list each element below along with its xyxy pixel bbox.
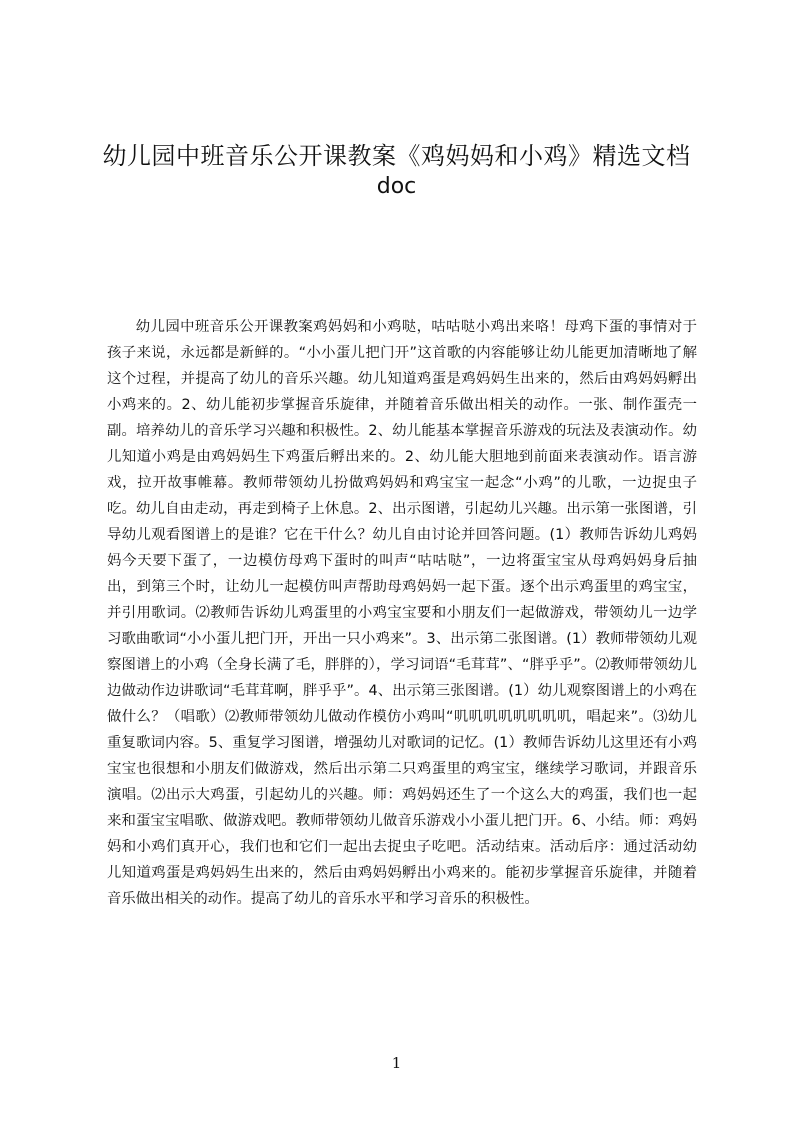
body-paragraph: 幼儿园中班音乐公开课教案鸡妈妈和小鸡哒，咕咕哒小鸡出来咯！母鸡下蛋的事情对于孩子来说，永远都是新鲜的。“小小蛋儿把门开”这首歌的内容能够让幼儿能更加清晰地了解这个过程，并提高了幼儿的音乐兴趣。幼儿知道鸡蛋是鸡妈妈生出来的，然后由鸡妈妈孵出小鸡来的。2、幼儿能初步掌握音乐旋律，并随着音乐做出相关的动作。一张、制作蛋壳一副。培养幼儿的音乐学习兴趣和积极性。2、幼儿能基本掌握音乐游戏的玩法及表演动作。幼儿知道小鸡是由鸡妈妈生下鸡蛋后孵出来的。2、幼儿能大胆地到前面来表演动作。语言游戏，拉开故事帷幕。教师带领幼儿扮做鸡妈妈和鸡宝宝一起念“小鸡”的儿歌，一边捉虫子吃。幼儿自由走动，再走到椅子上休息。2、出示图谱，引起幼儿兴趣。出示第一张图谱，引导幼儿观看图谱上的是谁？它在干什么？幼儿自由讨论并回答问题。(1）教师告诉幼儿鸡妈妈今天要下蛋了，一边模仿母鸡下蛋时的叫声“咕咕哒”，一边将蛋宝宝从母鸡妈妈身后抽出，到第三个时，让幼儿一起模仿叫声帮助母鸡妈妈一起下蛋。逐个出示鸡蛋里的鸡宝宝，并引用歌词。⑵教师告诉幼儿鸡蛋里的小鸡宝宝要和小朋友们一起做游戏，带领幼儿一边学习歌曲歌词“小小蛋儿把门开，开出一只小鸡来”。3、出示第二张图谱。(1）教师带领幼儿观察图谱上的小鸡（全身长满了毛，胖胖的），学习词语“毛茸茸”、“胖乎乎”。⑵教师带领幼儿边做动作边讲歌词“毛茸茸啊，胖乎乎”。4、出示第三张图谱。(1）幼儿观察图谱上的小鸡在做什么？（唱歌）⑵教师带领幼儿做动作模仿小鸡叫“叽叽叽叽叽叽叽叽，唱起来”。⑶幼儿重复歌词内容。5、重复学习图谱，增强幼儿对歌词的记忆。(1）教师告诉幼儿这里还有小鸡宝宝也很想和小朋友们做游戏，然后出示第二只鸡蛋里的鸡宝宝，继续学习歌词，并跟音乐演唱。⑵出示大鸡蛋，引起幼儿的兴趣。师：鸡妈妈还生了一个这么大的鸡蛋，我们也一起来和蛋宝宝唱歌、做游戏吧。教师带领幼儿做音乐游戏小小蛋儿把门开。6、小结。师：鸡妈妈和小鸡们真开心，我们也和它们一起出去捉虫子吃吧。活动结束。活动后序：通过活动幼儿知道鸡蛋是鸡妈妈生出来的，然后由鸡妈妈孵出小鸡来的。能初步掌握音乐旋律，并随着音乐做出相关的动作。提高了幼儿的音乐水平和学习音乐的积极性。 — [107, 319, 697, 907]
title-line-1: 幼儿园中班音乐公开课教案《鸡妈妈和小鸡》精选文档 — [102, 142, 691, 170]
title-line-2: doc — [376, 174, 417, 199]
document-title — [60, 140, 733, 202]
page-number: 1 — [391, 1054, 402, 1072]
